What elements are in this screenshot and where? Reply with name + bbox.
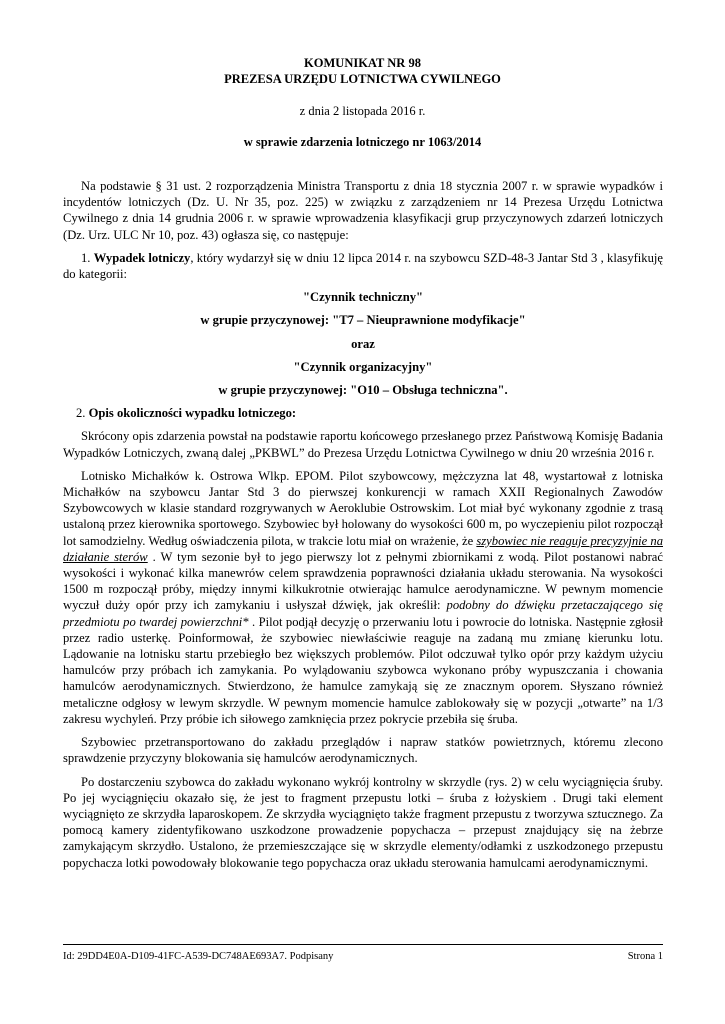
page-number: Strona 1: [627, 951, 663, 962]
document-body: [63, 178, 663, 878]
document-subject: w sprawie zdarzenia lotniczego nr 1063/2014: [243, 135, 482, 149]
paragraph-inspection: Po dostarczeniu szybowca do zakładu wykonano wykrój kontrolny w skrzydle (rys. 2) w celu wyciągnięcia śruby. Po jej wyciągnięciu okazało się, że jest to fragment przepustu lotki – śruba z łożyskiem . Drugi taki element wyciągnięto ze skrzydła laparoskopem. Ze skrzydła wyciągnięto także fragment przepustu z tworzywa sztucznego. Za pomocą kamery zidentyfikowano uszkodzone prowadzenie popychacza – przepust znajdujący się na żebrze zamykającym skrzydło. Ustalono, że przemieszczające się w skrzydle elementy/odłamki z uszkodzonego przepustu popychacza lotki powodowały blokowanie tego popychacza oraz układu sterowania hamulcami aerodynamicznymi.: [63, 774, 663, 870]
group-2: w grupie przyczynowej: "O10 – Obsługa techniczna".: [218, 383, 508, 398]
point-2-title: Opis okoliczności wypadku lotniczego:: [88, 406, 297, 421]
event-text-1: Lotnisko Michałków k. Ostrowa Wlkp. EPOM. Pilot szybowcowy, mężczyzna lat 48, wystartował z lotniska Michałków na szybowcu Jantar Std 3 do pierwszej konkurencji w ramach XXII Regionalnych Zawodów Szybowcowych w klasie standard rozgrywanych w Aeroklubie Ostrowskim. Lot miał być wykonany zgodnie z trasą ustaloną przez kierownika sportowego. Szybowiec był holowany do wysokości 600 m, po wyczepieniu pilot rozpoczął lot samodzielny. Według oświadczenia pilota, w trakcie lotu miał on wrażenie, że: [63, 468, 663, 548]
pilot-quote-1: szybowiec nie reaguje precyzyjnie na działanie sterów: [63, 533, 663, 564]
point-1-number: 1.: [81, 250, 91, 265]
point-1: [63, 250, 663, 282]
paragraph-event-description: [63, 468, 663, 727]
document-id: Id: 29DD4E0A-D109-41FC-A539-DC748AE693A7. Podpisany: [63, 951, 334, 962]
point-2: [63, 405, 663, 421]
conjunction-or: oraz: [351, 336, 375, 351]
point-2-number: 2.: [76, 406, 86, 421]
event-text-3: . Pilot podjął decyzję o przerwaniu lotu i powrocie do lotniska. Następnie zgłosił przez radio usterkę. Poinformował, że szybowiec niewłaściwie reaguje na zadaną mu zmianę kierunku lotu. Lądowanie na lotnisku startu przebiegło bez większych problemów. Pilot odczuwał tylko opór przy każdym użyciu hamulców przy próbach ich zamykania. Po wylądowaniu szybowca wykonano próby wypuszczania i chowania hamulców aerodynamicznych. Stwierdzono, że hamulce zamykają się ze znacznym oporem. Słyszano również metaliczne odgłosy w lewym skrzydle. W pewnym momencie hamulce zablokowały się w pozycji „otwarte” na 1/3 zakresu wychyleń. Przy próbie ich siłowego zamknięcia przez pokrycie przebiła się śruba.: [63, 614, 664, 726]
paragraph-transport: Szybowiec przetransportowano do zakładu przeglądów i napraw statków powietrznych, któremu zlecono sprawdzenie przyczyny blokowania się hamulców aerodynamicznych.: [63, 735, 663, 766]
group-1: w grupie przyczynowej: "T7 – Nieuprawnione modyfikacje": [200, 313, 526, 328]
event-text-2: . W tym sezonie był to jego pierwszy lot z pełnymi zbiornikami z wodą. Pilot postanowi nabrać wysokości i wykonać kilka manewrów celem sprawdzenia poprawności działania układu sterowania. Na wysokości 1500 m rozpoczął próby, między innymi kilkukrotnie otwierając hamulce aerodynamiczne. W pewnym momencie wyczuł duży opór przy ich zamykaniu i usłyszał dźwięk, jak określił:: [63, 549, 663, 613]
footer: [63, 951, 663, 962]
title-line-2: PREZESA URZĘDU LOTNICTWA CYWILNEGO: [224, 72, 501, 86]
category-2: "Czynnik organizacyjny": [293, 359, 433, 374]
title-line-1: KOMUNIKAT NR 98: [304, 56, 421, 70]
footer-divider: [63, 944, 663, 945]
point-1-text: , który wydarzył się w dniu 12 lipca 2014 r. na szybowcu SZD-48-3 Jantar Std 3 , klasyfikuję do kategorii:: [63, 250, 663, 282]
point-1-title: Wypadek lotniczy: [93, 250, 191, 265]
paragraph-summary-source: Skrócony opis zdarzenia powstał na podstawie raportu końcowego przesłanego przez Państwową Komisję Badania Wypadków Lotniczych, zwaną dalej „PKBWL” do Prezesa Urzędu Lotnictwa Cywilnego w dniu 20 września 2016 r.: [63, 429, 663, 460]
category-1: "Czynnik techniczny": [303, 290, 423, 305]
pilot-quote-2: podobny do dźwięku przetaczającego się przedmiotu po twardej powierzchni*: [63, 598, 663, 629]
intro-paragraph: Na podstawie § 31 ust. 2 rozporządzenia Ministra Transportu z dnia 18 stycznia 2007 r. w sprawie wypadków i incydentów lotniczych (Dz. U. Nr 35, poz. 225) w związku z zarządzeniem nr 14 Prezesa Urzędu Lotnictwa Cywilnego z dnia 14 grudnia 2006 r. w sprawie wprowadzenia klasyfikacji grup przyczynowych zdarzeń lotniczych (Dz. Urz. ULC Nr 10, poz. 43) ogłasza się, co następuje:: [63, 179, 663, 242]
document-date: z dnia 2 listopada 2016 r.: [299, 104, 426, 118]
